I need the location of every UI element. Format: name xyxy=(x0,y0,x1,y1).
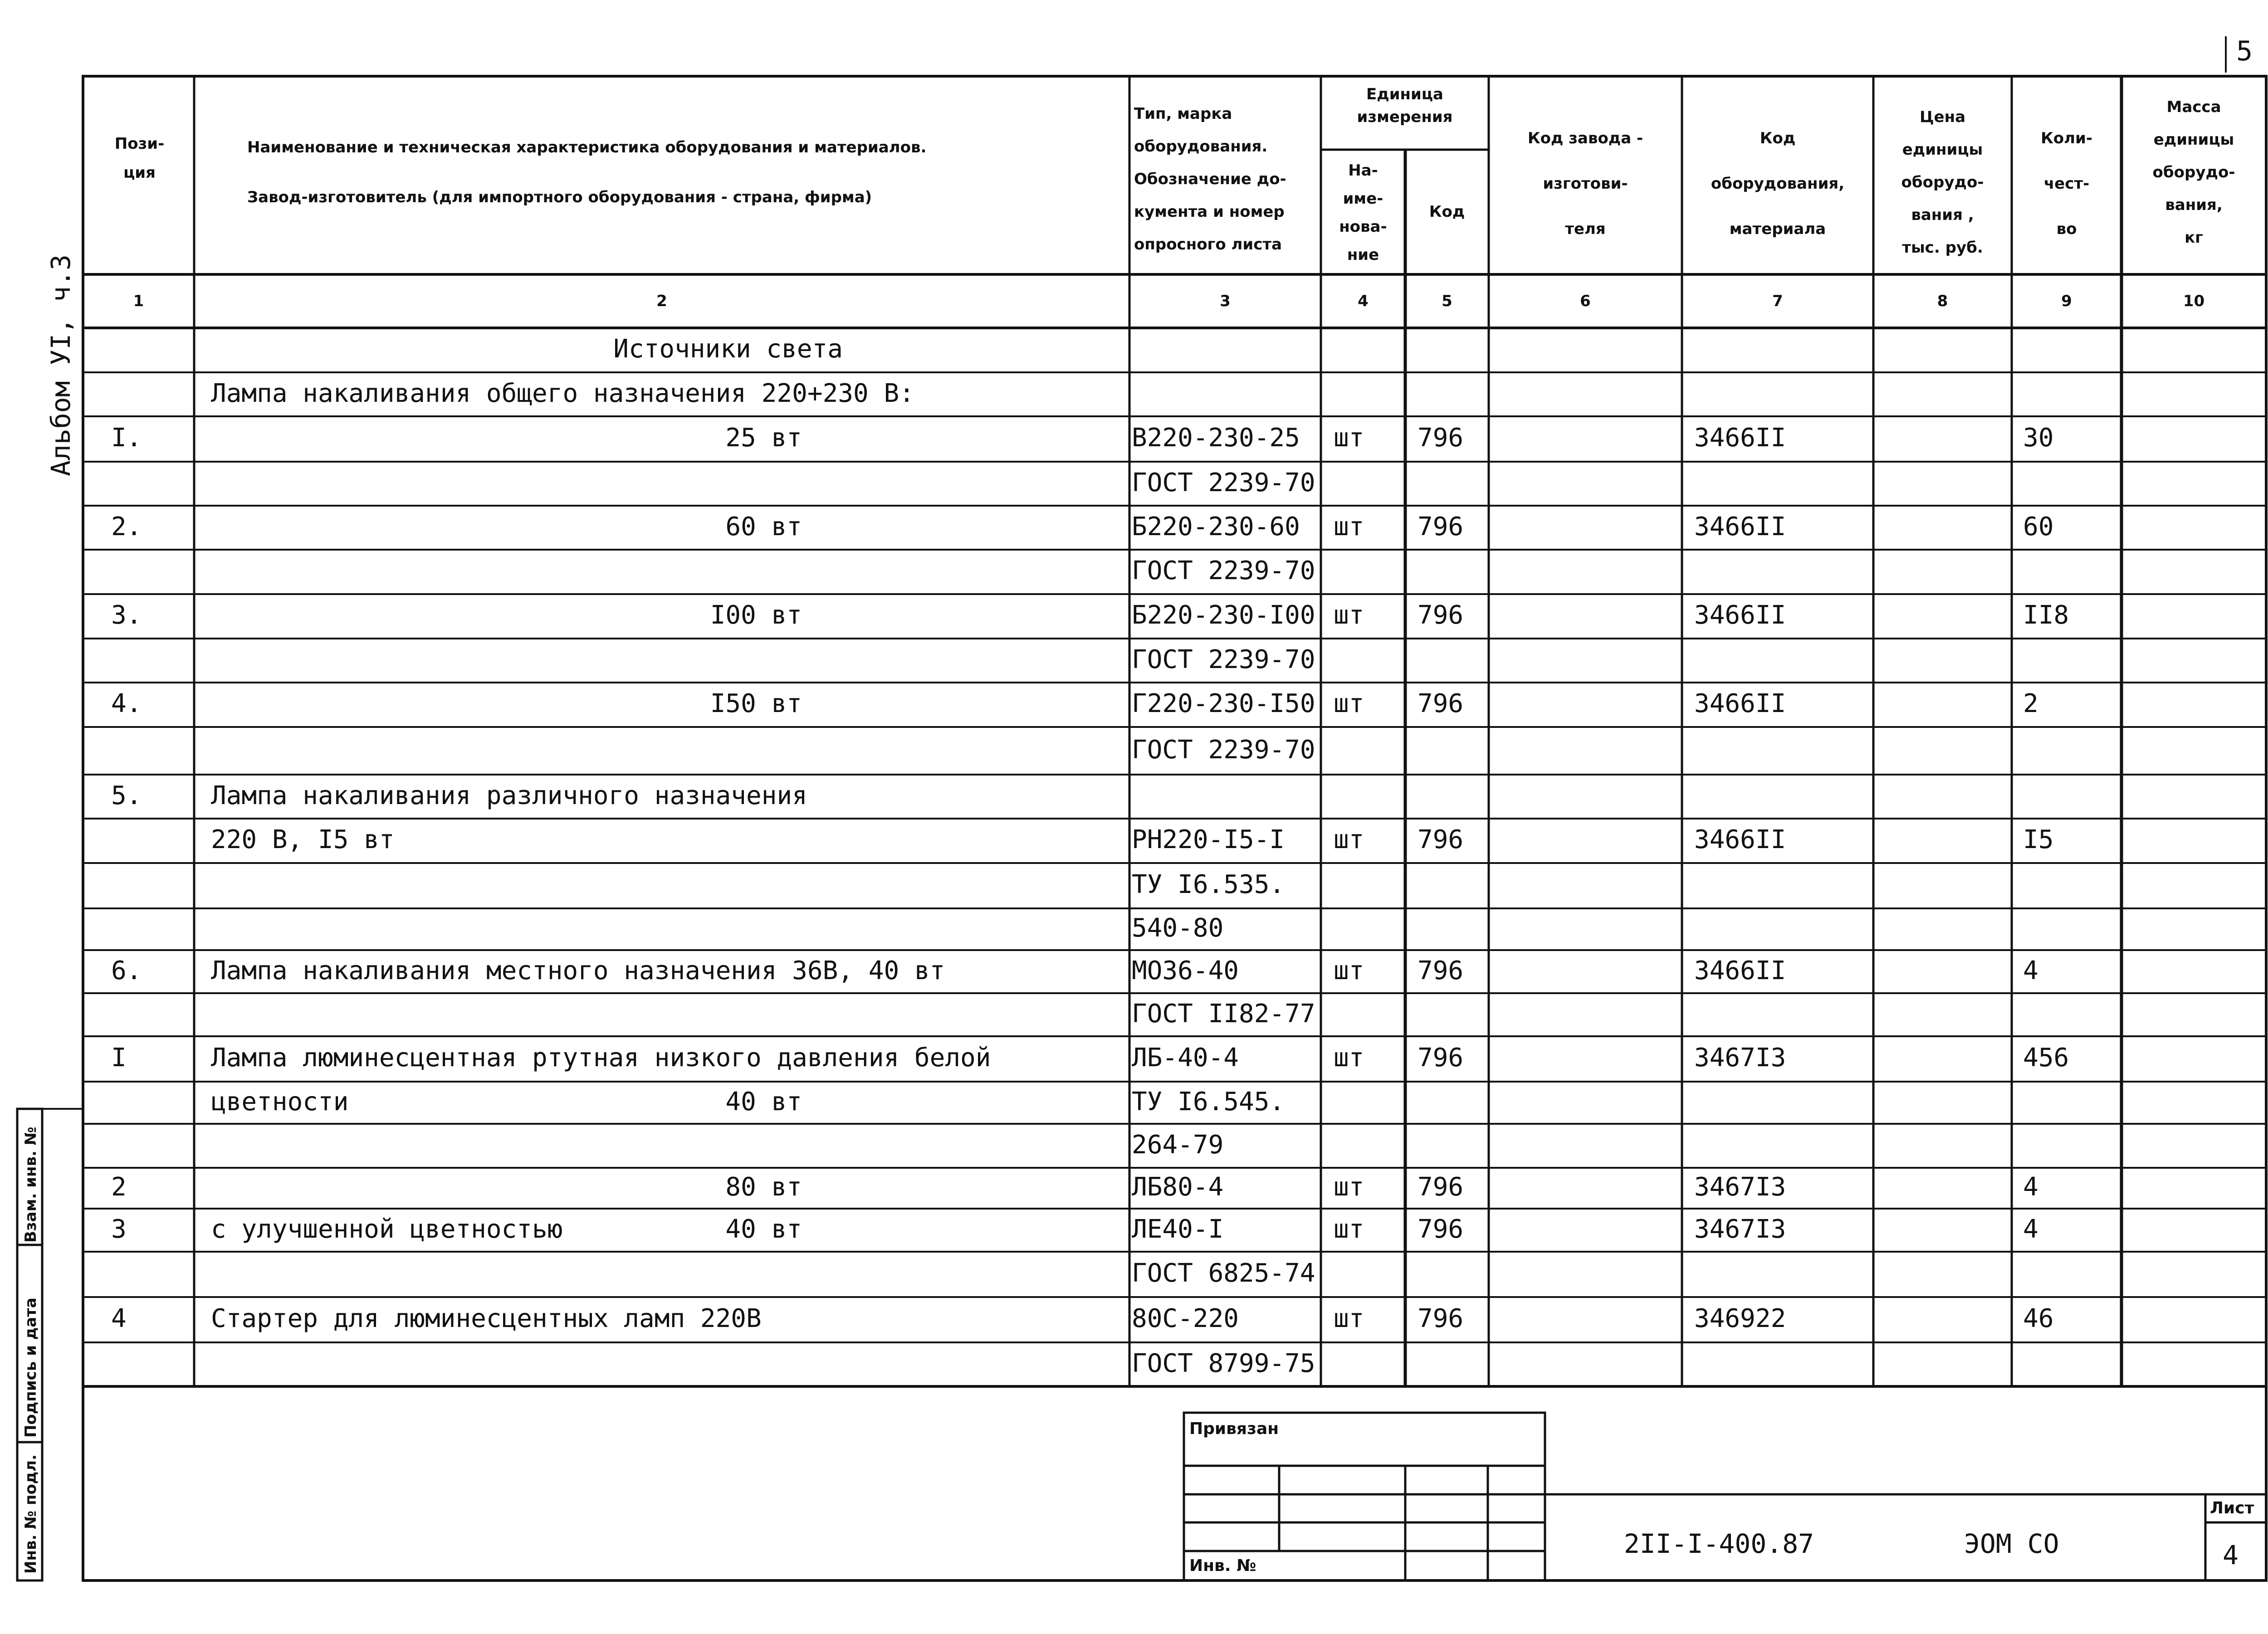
header-col9: Коли- чест- во xyxy=(2041,129,2092,238)
type-cell: 540-80 xyxy=(1132,913,1224,943)
code-cell: 796 xyxy=(1418,423,1464,453)
header-col5: Код xyxy=(1429,203,1465,221)
position-cell: 3 xyxy=(111,1214,127,1244)
name-cell: Лампа накаливания общего назначения 220+230 В: xyxy=(211,378,914,408)
equipment-code-cell: 3466II xyxy=(1694,600,1786,630)
col-number: 7 xyxy=(1772,292,1783,310)
code-cell: 796 xyxy=(1418,1043,1464,1073)
name-cell: Источники света xyxy=(613,334,843,364)
type-cell: 264-79 xyxy=(1132,1130,1224,1160)
col-number: 1 xyxy=(133,292,144,310)
sheet-label: Лист xyxy=(2210,1499,2254,1517)
type-cell: В220-230-25 xyxy=(1132,423,1300,453)
header-col4: На- име- нова- ние xyxy=(1339,161,1387,264)
quantity-cell: 60 xyxy=(2023,512,2054,541)
header-col8: Цена единицы оборудо- вания , тыс. руб. xyxy=(1901,108,1984,257)
doc-mark: ЭОМ СО xyxy=(1964,1528,2059,1559)
quantity-cell: 4 xyxy=(2023,1172,2038,1202)
unit-cell: шт xyxy=(1334,1304,1364,1333)
name-cell: Стартер для люминесцентных ламп 220В xyxy=(211,1304,762,1333)
side-label-signature-date: Подпись и дата xyxy=(22,1297,40,1438)
name-cell: цветности xyxy=(211,1087,349,1117)
type-cell: 80С-220 xyxy=(1132,1304,1239,1333)
name-cell: 80 вт xyxy=(725,1172,802,1202)
side-label-original-inv: Инв. № подл. xyxy=(22,1454,40,1574)
unit-cell: шт xyxy=(1334,825,1364,854)
header-col2: Наименование и техническая характеристика оборудования и материалов. Завод-изготовитель (для импортного оборудования - страна, фирма) xyxy=(247,138,927,206)
code-cell: 796 xyxy=(1418,600,1464,630)
position-cell: I. xyxy=(111,423,142,453)
unit-cell: шт xyxy=(1334,512,1364,541)
col-number: 9 xyxy=(2061,292,2072,310)
equipment-code-cell: 3466II xyxy=(1694,423,1786,453)
position-cell: I xyxy=(111,1043,127,1073)
page-number: 5 xyxy=(2236,35,2253,67)
type-cell: ГОСТ 6825-74 xyxy=(1132,1258,1315,1288)
col-number: 4 xyxy=(1358,292,1369,310)
equipment-code-cell: 3467I3 xyxy=(1694,1043,1786,1073)
type-cell: ГОСТ 8799-75 xyxy=(1132,1348,1315,1378)
col-number: 5 xyxy=(1442,292,1452,310)
code-cell: 796 xyxy=(1418,689,1464,718)
doc-code: 2II-I-400.87 xyxy=(1624,1528,1814,1559)
name-cell: 25 вт xyxy=(725,423,802,453)
name-cell: Лампа накаливания местного назначения 36В, 40 вт xyxy=(211,956,945,985)
sheet-number: 4 xyxy=(2223,1540,2239,1571)
position-cell: 2. xyxy=(111,512,142,541)
name-cell: I00 вт xyxy=(710,600,802,630)
name-cell: 60 вт xyxy=(725,512,802,541)
equipment-code-cell: 3467I3 xyxy=(1694,1214,1786,1244)
unit-cell: шт xyxy=(1334,1214,1364,1244)
quantity-cell: II8 xyxy=(2023,600,2069,630)
equipment-code-cell: 3466II xyxy=(1694,512,1786,541)
code-cell: 796 xyxy=(1418,512,1464,541)
quantity-cell: 30 xyxy=(2023,423,2054,453)
quantity-cell: 46 xyxy=(2023,1304,2054,1333)
header-col10: Масса единицы оборудо- вания, кг xyxy=(2152,98,2235,247)
header-col3: Тип, марка оборудования. Обозначение до- кумента и номер опросного листа xyxy=(1134,105,1286,254)
name-cell: Лампа накаливания различного назначения xyxy=(211,780,807,810)
quantity-cell: 4 xyxy=(2023,956,2038,985)
position-cell: 4 xyxy=(111,1304,127,1333)
type-cell: ЛБ-40-4 xyxy=(1132,1043,1239,1073)
position-cell: 5. xyxy=(111,780,142,810)
position-cell: 3. xyxy=(111,600,142,630)
unit-cell: шт xyxy=(1334,1043,1364,1073)
col-number: 3 xyxy=(1220,292,1231,310)
type-cell: ГОСТ 2239-70 xyxy=(1132,735,1315,765)
type-cell: РН220-I5-I xyxy=(1132,825,1285,854)
equipment-code-cell: 3466II xyxy=(1694,689,1786,718)
position-cell: 6. xyxy=(111,956,142,985)
type-cell: ЛБ80-4 xyxy=(1132,1172,1224,1202)
position-cell: 2 xyxy=(111,1172,127,1202)
code-cell: 796 xyxy=(1418,1172,1464,1202)
equipment-code-cell: 3466II xyxy=(1694,956,1786,985)
code-cell: 796 xyxy=(1418,1304,1464,1333)
unit-cell: шт xyxy=(1334,423,1364,453)
type-cell: ГОСТ 2239-70 xyxy=(1132,468,1315,498)
equipment-code-cell: 3467I3 xyxy=(1694,1172,1786,1202)
header-col6: Код завода - изготови- теля xyxy=(1527,129,1643,238)
unit-cell: шт xyxy=(1334,600,1364,630)
name-cell: Лампа люминесцентная ртутная низкого давления белой xyxy=(211,1043,991,1073)
type-cell: ГОСТ 2239-70 xyxy=(1132,556,1315,585)
col-number: 8 xyxy=(1937,292,1948,310)
col-number: 10 xyxy=(2183,292,2205,310)
type-cell: Г220-230-I50 xyxy=(1132,689,1315,718)
name-cell-extra: 40 вт xyxy=(725,1214,802,1244)
code-cell: 796 xyxy=(1418,1214,1464,1244)
header-unit-group: Единица измерения xyxy=(1357,85,1453,126)
type-cell: ГОСТ 2239-70 xyxy=(1132,644,1315,674)
quantity-cell: 4 xyxy=(2023,1214,2038,1244)
type-cell: МО36-40 xyxy=(1132,956,1239,985)
side-label-replaced-inv: Взам. инв. № xyxy=(22,1127,40,1243)
quantity-cell: I5 xyxy=(2023,825,2054,854)
col-number: 2 xyxy=(656,292,667,310)
type-cell: ЛЕ40-I xyxy=(1132,1214,1224,1244)
name-cell: с улучшенной цветностью xyxy=(211,1214,563,1244)
name-cell-extra: 40 вт xyxy=(725,1087,802,1117)
header-col7: Код оборудования, материала xyxy=(1711,129,1845,238)
col-number: 6 xyxy=(1580,292,1591,310)
type-cell: Б220-230-I00 xyxy=(1132,600,1315,630)
type-cell: Б220-230-60 xyxy=(1132,512,1300,541)
header-col1: Пози- ция xyxy=(114,135,165,182)
album-label: Альбом УI, ч.3 xyxy=(45,254,76,476)
type-cell: ТУ I6.545. xyxy=(1132,1087,1285,1117)
code-cell: 796 xyxy=(1418,825,1464,854)
bound-label: Привязан xyxy=(1189,1419,1279,1438)
unit-cell: шт xyxy=(1334,956,1364,985)
equipment-code-cell: 3466II xyxy=(1694,825,1786,854)
name-cell: I50 вт xyxy=(710,689,802,718)
unit-cell: шт xyxy=(1334,689,1364,718)
equipment-code-cell: 346922 xyxy=(1694,1304,1786,1333)
quantity-cell: 2 xyxy=(2023,689,2038,718)
unit-cell: шт xyxy=(1334,1172,1364,1202)
inv-label: Инв. № xyxy=(1189,1556,1256,1575)
type-cell: ГОСТ II82-77 xyxy=(1132,999,1315,1029)
quantity-cell: 456 xyxy=(2023,1043,2069,1073)
name-cell: 220 В, I5 вт xyxy=(211,825,395,854)
code-cell: 796 xyxy=(1418,956,1464,985)
position-cell: 4. xyxy=(111,689,142,718)
type-cell: ТУ I6.535. xyxy=(1132,870,1285,899)
